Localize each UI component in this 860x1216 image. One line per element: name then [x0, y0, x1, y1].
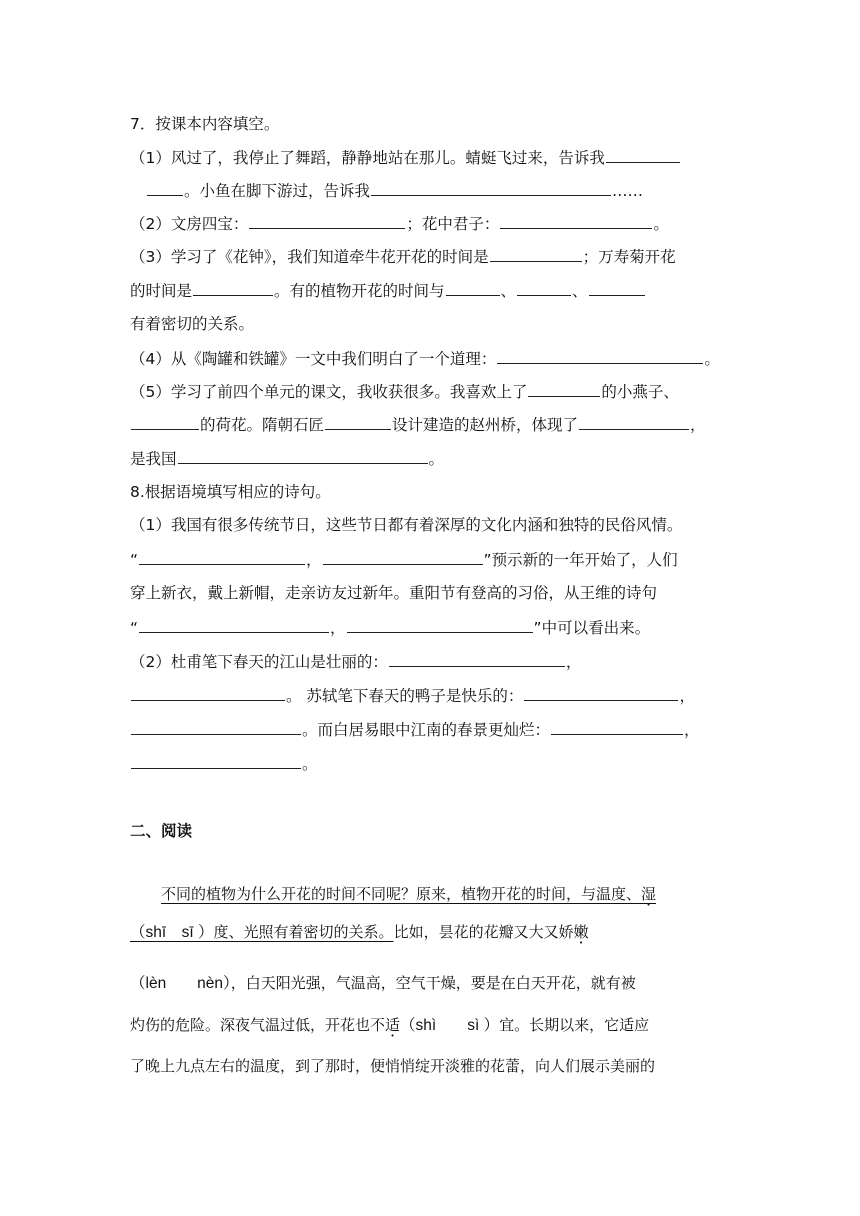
q7-item4 — [130, 347, 720, 370]
separator: 、 — [572, 282, 588, 300]
q7-item1-line2 — [146, 179, 643, 202]
answer-blank[interactable] — [551, 718, 683, 735]
q7-item3-text: （3）学习了《花钟》，我们知道牵牛花开花的时间是 — [130, 248, 489, 266]
q8-item2-line4 — [130, 752, 318, 775]
pinyin-choice: （shì sì ） — [400, 1017, 500, 1034]
q7-item5-text4: 设计建造的赵州桥，体现了 — [392, 416, 579, 434]
reading-text: 灼伤的危险。深夜气温过低，开花也不 — [130, 1016, 386, 1034]
section-heading — [130, 820, 192, 842]
answer-blank[interactable] — [347, 616, 533, 633]
reading-text: 比如，昙花的花瓣又大又娇 — [393, 923, 574, 941]
pinyin-choice: （lèn nèn） — [130, 975, 231, 992]
q8-title — [130, 481, 331, 503]
reading-line-1 — [161, 883, 656, 905]
comma: ， — [565, 653, 582, 671]
open-quote: “ — [130, 619, 139, 637]
answer-blank[interactable] — [497, 347, 703, 364]
q7-item3-line1 — [130, 245, 676, 268]
answer-blank[interactable] — [325, 413, 391, 430]
answer-blank[interactable] — [500, 212, 652, 229]
comma: ， — [684, 721, 700, 739]
q8-item1-text2: ”预示新的一年开始了，人们 — [483, 551, 678, 569]
answer-blank[interactable] — [131, 684, 285, 701]
answer-blank[interactable] — [131, 413, 199, 430]
q8-item1-text4: ”中可以看出来。 — [533, 619, 651, 637]
period: 。 — [653, 215, 669, 233]
q7-item5-text2: 的小燕子、 — [601, 383, 679, 401]
dotted-char: 湿 — [641, 885, 657, 903]
q7-item3-line2 — [130, 279, 646, 302]
answer-blank[interactable] — [139, 616, 329, 633]
q7-item2 — [130, 212, 669, 235]
answer-blank[interactable] — [528, 380, 600, 397]
q7-item2-text2: ；花中君子： — [406, 215, 500, 233]
q7-item2-text: （2）文房四宝： — [130, 215, 249, 233]
q8-item1-line1 — [130, 514, 682, 536]
answer-blank[interactable] — [589, 279, 645, 296]
q7-item5-text3: 的荷花。隋朝石匠 — [200, 416, 325, 434]
period: 。 — [428, 450, 445, 468]
answer-blank[interactable] — [249, 212, 405, 229]
answer-blank[interactable] — [517, 279, 571, 296]
answer-blank[interactable] — [147, 179, 183, 196]
q8-item2-text2: 。 苏轼笔下春天的鸭子是快乐的： — [286, 687, 524, 705]
comma: ， — [690, 416, 706, 434]
q8-item1-text3: 穿上新衣，戴上新帽，走亲访友过新年。重阳节有登高的习俗，从王维的诗句 — [130, 584, 658, 602]
answer-blank[interactable] — [490, 245, 582, 262]
q7-item5-line1 — [130, 380, 679, 403]
dotted-char: 嫩 — [573, 923, 589, 941]
reading-line-4 — [130, 1014, 649, 1037]
period: 。 — [302, 755, 318, 773]
section-heading-text: 二、阅读 — [130, 822, 193, 840]
answer-blank[interactable] — [606, 146, 680, 163]
q7-item3-text3: 的时间是 — [130, 282, 193, 300]
period: 。 — [704, 350, 720, 368]
open-quote: “ — [130, 551, 139, 569]
comma: ， — [330, 619, 346, 637]
answer-blank[interactable] — [579, 413, 689, 430]
q7-item3-text4: 。有的植物开花的时间与 — [274, 282, 445, 300]
q7-item5-line2 — [130, 413, 706, 436]
answer-blank[interactable] — [371, 179, 611, 196]
reading-text: 度、光照有着密切的关系。 — [213, 923, 394, 941]
answer-blank[interactable] — [193, 279, 273, 296]
answer-blank[interactable] — [131, 752, 301, 769]
q8-item2-text: （2）杜甫笔下春天的江山是壮丽的： — [130, 653, 388, 671]
q8-item2-line3 — [130, 718, 700, 741]
separator: 、 — [500, 282, 517, 300]
answer-blank[interactable] — [524, 684, 678, 701]
q8-title-text: 8.根据语境填写相应的诗句。 — [130, 483, 331, 501]
answer-blank[interactable] — [446, 279, 500, 296]
reading-text: 不同的植物为什么开花的时间不同呢？原来，植物开花的时间，与温度、 — [161, 885, 642, 903]
q8-item2-line2 — [130, 684, 695, 707]
reading-line-2 — [130, 921, 589, 944]
reading-text: ，白天阳光强，气温高，空气干燥，要是在白天开花，就有被 — [230, 974, 636, 992]
q7-item1-line1 — [130, 146, 681, 169]
q7-item3-text2: ；万寿菊开花 — [582, 248, 676, 266]
q7-item5-text: （5）学习了前四个单元的课文，我收获很多。我喜欢上了 — [130, 383, 528, 401]
comma: ， — [679, 687, 695, 705]
q8-item1-line3 — [130, 582, 657, 604]
answer-blank[interactable] — [389, 650, 565, 667]
q7-item5-line3 — [130, 447, 444, 470]
q8-item2-line1 — [130, 650, 581, 673]
reading-text: 了晚上九点左右的温度，到了那时，便悄悄绽开淡雅的花蕾，向人们展示美丽的 — [130, 1057, 656, 1075]
q8-item1-line2 — [130, 548, 678, 571]
answer-blank[interactable] — [131, 718, 301, 735]
q7-item1-text2: 。小鱼在脚下游过，告诉我 — [184, 182, 371, 200]
reading-line-5 — [130, 1055, 655, 1077]
q7-item3-text5: 有着密切的关系。 — [130, 315, 255, 333]
q7-title — [130, 113, 279, 135]
dotted-char: 适 — [385, 1016, 401, 1034]
comma: ， — [306, 551, 322, 569]
q7-item1-text: （1）风过了，我停止了舞蹈，静静地站在那儿。蜻蜓飞过来，告诉我 — [130, 149, 605, 167]
q8-item1-line4 — [130, 616, 650, 639]
answer-blank[interactable] — [323, 548, 483, 565]
reading-line-3 — [130, 972, 636, 995]
pinyin-choice: （shī sī ） — [130, 924, 214, 941]
answer-blank[interactable] — [178, 447, 428, 464]
q8-item1-text: （1）我国有很多传统节日，这些节日都有着深厚的文化内涵和独特的民俗风情。 — [130, 516, 683, 534]
ellipsis: …… — [612, 182, 644, 200]
reading-text: 宜。长期以来，它适应 — [499, 1016, 650, 1034]
q7-item3-line3 — [130, 313, 254, 335]
answer-blank[interactable] — [139, 548, 305, 565]
q8-item2-text3: 。而白居易眼中江南的春景更灿烂： — [302, 721, 551, 739]
q7-item5-text5: 是我国 — [130, 450, 177, 468]
q7-title-text: 7．按课本内容填空。 — [130, 115, 280, 133]
q7-item4-text: （4）从《陶罐和铁罐》一文中我们明白了一个道理： — [130, 350, 497, 368]
